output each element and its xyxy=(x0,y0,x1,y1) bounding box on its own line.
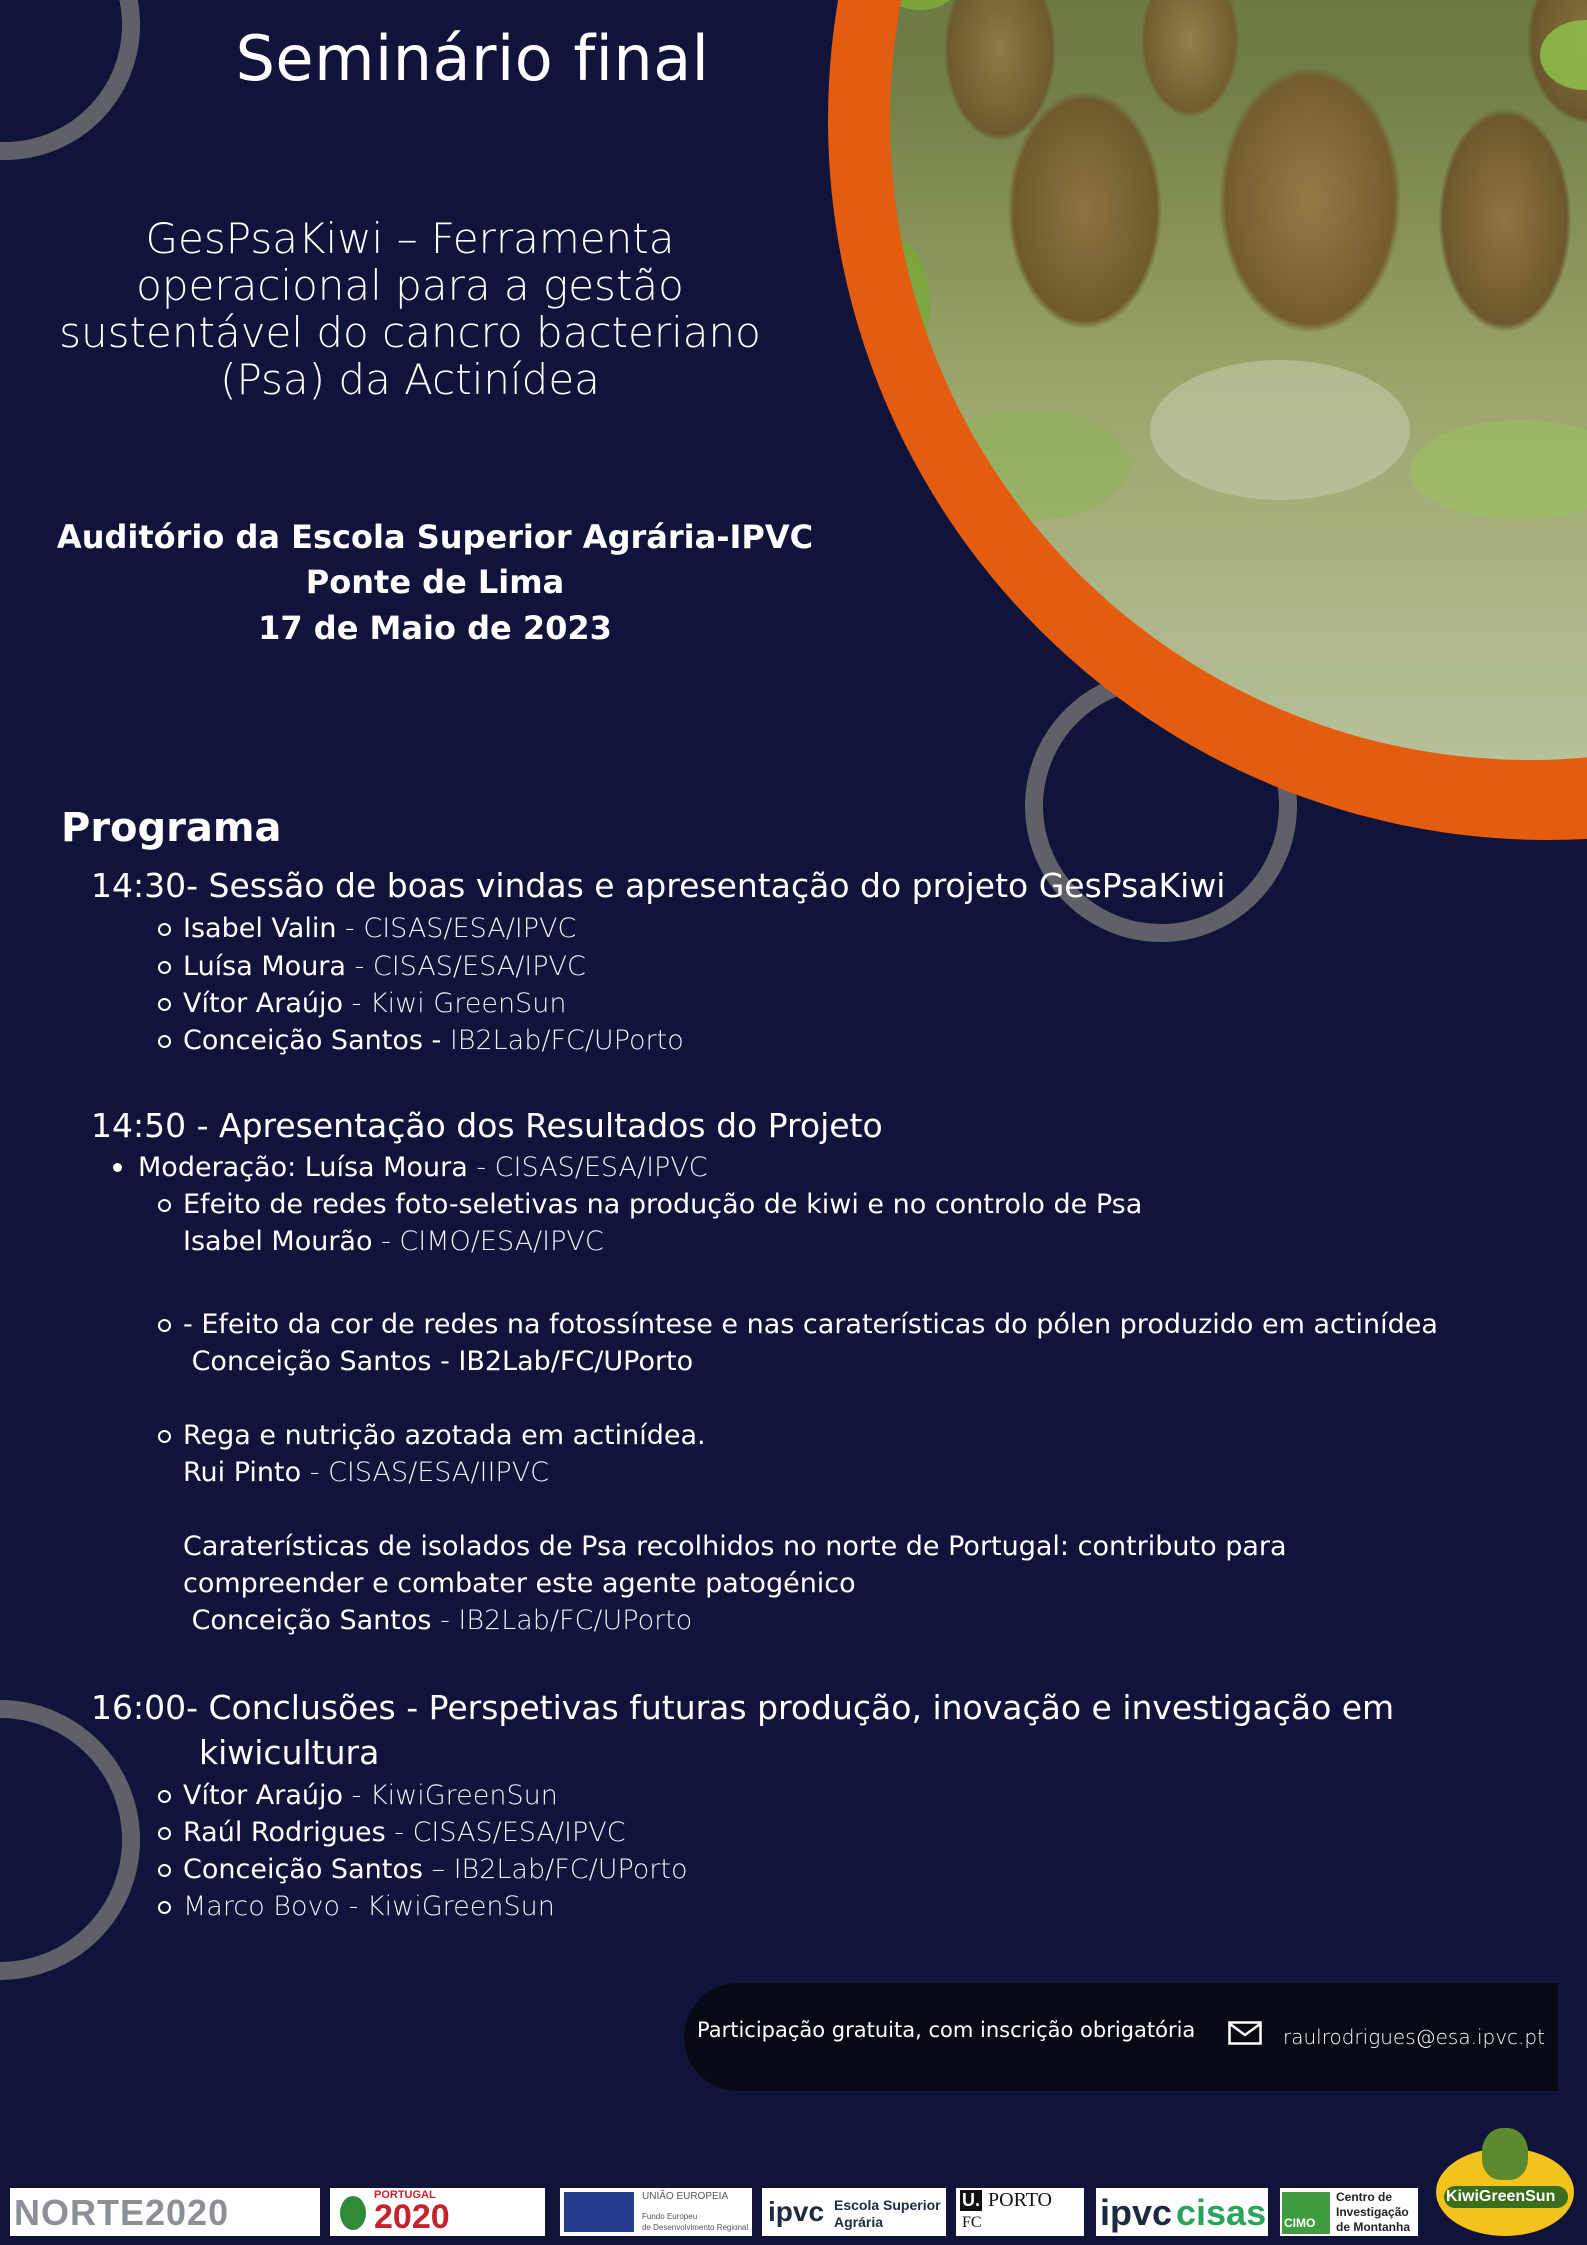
session-1-title: 14:30- Sessão de boas vindas e apresentação do projeto GesPsaKiwi xyxy=(91,866,1226,905)
eu-fund-logo: UNIÃO EUROPEIA Fundo Europeu de Desenvolvimento Regional xyxy=(560,2188,752,2236)
talk-title-line-2: compreender e combater este agente patogénico xyxy=(183,1568,856,1599)
talk-title-line-1: Caraterísticas de isolados de Psa recolhidos no norte de Portugal: contributo para xyxy=(183,1531,1287,1562)
decorative-ring-bottom-left xyxy=(0,1700,140,1980)
venue-city: Ponte de Lima xyxy=(305,563,565,601)
list-item: Rega e nutrição azotada em actinídea. xyxy=(183,1417,706,1454)
list-item: Raúl Rodrigues - CISAS/ESA/IPVC xyxy=(183,1814,626,1851)
cimo-logo: CIMO Centro de Investigação de Montanha xyxy=(1280,2188,1418,2236)
list-item: Marco Bovo - KiwiGreenSun xyxy=(183,1888,555,1925)
moderation-item: Moderação: Luísa Moura - CISAS/ESA/IPVC xyxy=(138,1149,708,1186)
talk-speaker: Isabel Mourão - CIMO/ESA/IPVC xyxy=(183,1226,604,1257)
contact-email-link[interactable]: raulrodrigues@esa.ipvc.pt xyxy=(1283,2025,1545,2049)
page-title: Seminário final xyxy=(235,22,710,95)
programa-heading: Programa xyxy=(61,805,282,851)
kiwi-photo xyxy=(890,0,1587,760)
talk-speaker: Conceição Santos - IB2Lab/FC/UPorto xyxy=(183,1346,694,1377)
list-item: Vítor Araújo - Kiwi GreenSun xyxy=(183,985,566,1022)
registration-note: Participação gratuita, com inscrição obrigatória xyxy=(697,2018,1196,2042)
list-item: Vítor Araújo - KiwiGreenSun xyxy=(183,1777,558,1814)
list-item: Isabel Valin - CISAS/ESA/IPVC xyxy=(183,910,576,947)
talk-speaker: Conceição Santos - IB2Lab/FC/UPorto xyxy=(183,1605,693,1636)
session-3-title-line-2: kiwicultura xyxy=(199,1733,380,1772)
list-item: Efeito de redes foto-seletivas na produção de kiwi e no controlo de Psa xyxy=(183,1186,1142,1223)
session-3-title-line-1: 16:00- Conclusões - Perspetivas futuras produção, inovação e investigação em xyxy=(91,1688,1395,1727)
kiwigreensun-logo: KiwiGreenSun xyxy=(1436,2128,1576,2238)
list-item: - Efeito da cor de redes na fotossíntese e nas caraterísticas do pólen produzido em actinídea xyxy=(183,1306,1438,1343)
portugal2020-logo: PORTUGAL 2020 xyxy=(330,2188,545,2236)
envelope-icon xyxy=(1228,2021,1262,2045)
uporto-fc-logo: U. PORTO FC xyxy=(956,2188,1084,2236)
seminar-subtitle: GesPsaKiwi – Ferramenta operacional para a gestão sustentável do cancro bacteriano (Psa) da Actinídea xyxy=(59,214,761,404)
esa-ipvc-logo: ipvc Escola Superior Agrária xyxy=(762,2188,946,2236)
norte2020-logo: NORTE2020 xyxy=(10,2188,320,2236)
list-item: Conceição Santos - IB2Lab/FC/UPorto xyxy=(183,1022,684,1059)
list-item: Conceição Santos – IB2Lab/FC/UPorto xyxy=(183,1851,688,1888)
session-2-title: 14:50 - Apresentação dos Resultados do Projeto xyxy=(91,1106,883,1145)
ipvc-cisas-logo: ipvc cisas xyxy=(1096,2188,1268,2236)
venue-date: 17 de Maio de 2023 xyxy=(258,609,612,647)
list-item: Luísa Moura - CISAS/ESA/IPVC xyxy=(183,948,586,985)
venue-place: Auditório da Escola Superior Agrária-IPVC xyxy=(56,518,814,556)
talk-speaker: Rui Pinto - CISAS/ESA/IIPVC xyxy=(183,1457,550,1488)
